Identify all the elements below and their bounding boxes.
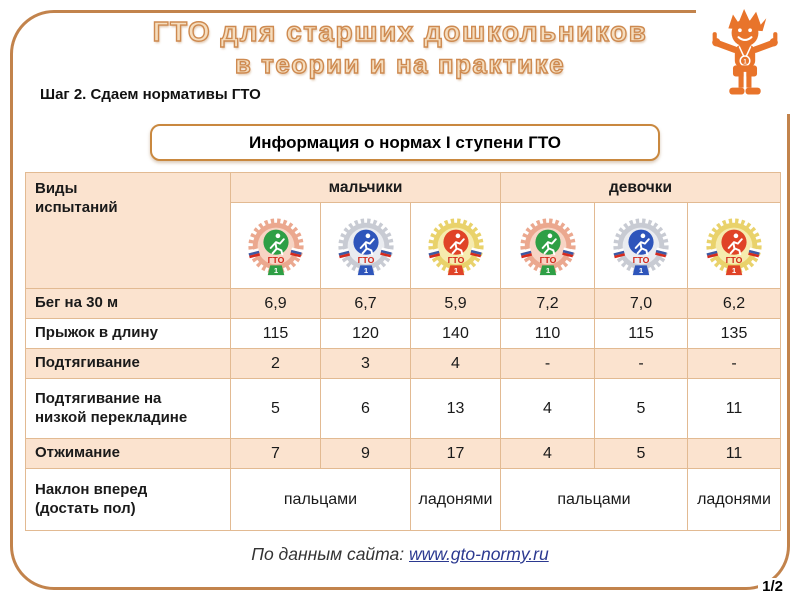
cell: -: [595, 349, 688, 379]
svg-text:1: 1: [545, 265, 550, 275]
medal-cell: [231, 203, 321, 289]
header-tests: Виды испытаний: [26, 173, 231, 289]
cell: 7,2: [501, 289, 595, 319]
gto-medal-gold-icon: [703, 214, 765, 280]
table-row: [26, 289, 781, 319]
svg-text:1: 1: [453, 265, 458, 275]
slide-title: [60, 16, 740, 80]
cell: 3: [321, 349, 411, 379]
cell: 9: [321, 439, 411, 469]
step-heading: Шаг 2. Сдаем нормативы ГТО: [40, 86, 261, 103]
gto-medal-silver-icon: [610, 214, 672, 280]
row-label: Бег на 30 м: [26, 289, 231, 319]
cell: ладонями: [411, 469, 501, 531]
cell: 2: [231, 349, 321, 379]
medal-cell: [411, 203, 501, 289]
row-label: Отжимание: [26, 439, 231, 469]
cell: 110: [501, 319, 595, 349]
cell: 115: [231, 319, 321, 349]
cell: 7,0: [595, 289, 688, 319]
svg-text:1: 1: [743, 59, 747, 66]
medal-cell: [321, 203, 411, 289]
svg-text:1: 1: [638, 265, 644, 275]
slide-title-line1: ГТО для старших дошкольников: [152, 16, 648, 47]
row-label: Подтягивание на низкой перекладине: [26, 379, 231, 439]
cell: 6: [321, 379, 411, 439]
cell: 4: [501, 379, 595, 439]
row-label: Наклон вперед (достать пол): [26, 469, 231, 531]
header-boys: мальчики: [231, 173, 501, 203]
cell: 11: [688, 379, 781, 439]
cell: 115: [595, 319, 688, 349]
medal-cell: [501, 203, 595, 289]
slide-title-line2: в теории и на практике: [234, 49, 566, 80]
table-row: [26, 319, 781, 349]
cell: 135: [688, 319, 781, 349]
svg-text:ГТО: ГТО: [539, 254, 556, 265]
info-box: [150, 124, 660, 161]
row-label: Прыжок в длину: [26, 319, 231, 349]
cell: 17: [411, 439, 501, 469]
gto-medal-bronze-icon: [245, 214, 307, 280]
cell: 7: [231, 439, 321, 469]
cell: ладонями: [688, 469, 781, 531]
svg-text:1: 1: [731, 265, 737, 275]
cell: -: [501, 349, 595, 379]
cell: 5,9: [411, 289, 501, 319]
svg-text:ГТО: ГТО: [267, 254, 284, 265]
cell: 5: [595, 379, 688, 439]
table-row: [26, 379, 781, 439]
cell: 6,7: [321, 289, 411, 319]
medal-cell: [595, 203, 688, 289]
row-label: Подтягивание: [26, 349, 231, 379]
gto-medal-silver-icon: [335, 214, 397, 280]
gto-medal-bronze-icon: [517, 214, 579, 280]
cell: 4: [411, 349, 501, 379]
page-number: 1/2: [758, 578, 787, 595]
footer-source: [0, 544, 800, 565]
svg-text:1: 1: [273, 265, 278, 275]
cell: пальцами: [501, 469, 688, 531]
cell: пальцами: [231, 469, 411, 531]
svg-text:ГТО: ГТО: [725, 254, 743, 265]
table-row: [26, 349, 781, 379]
svg-text:ГТО: ГТО: [632, 254, 650, 265]
cell: 6,9: [231, 289, 321, 319]
cell: 11: [688, 439, 781, 469]
medal-cell: [688, 203, 781, 289]
footer-link[interactable]: www.gto-normy.ru: [409, 544, 549, 564]
cell: 4: [501, 439, 595, 469]
cell: 5: [595, 439, 688, 469]
svg-text:1: 1: [363, 265, 368, 275]
cell: 120: [321, 319, 411, 349]
cell: 140: [411, 319, 501, 349]
table-row: [26, 469, 781, 531]
svg-text:ГТО: ГТО: [447, 254, 464, 265]
gto-medal-gold-icon: [425, 214, 487, 280]
table-row: [26, 439, 781, 469]
footer-prefix: По данным сайта:: [251, 544, 409, 564]
cell: 13: [411, 379, 501, 439]
cell: -: [688, 349, 781, 379]
table-header-row: [26, 173, 781, 203]
info-box-text: Информация о нормах I ступени ГТО: [248, 132, 562, 152]
cell: 5: [231, 379, 321, 439]
norms-table: [25, 172, 781, 531]
cell: 6,2: [688, 289, 781, 319]
svg-text:ГТО: ГТО: [357, 254, 374, 265]
header-girls: девочки: [501, 173, 781, 203]
